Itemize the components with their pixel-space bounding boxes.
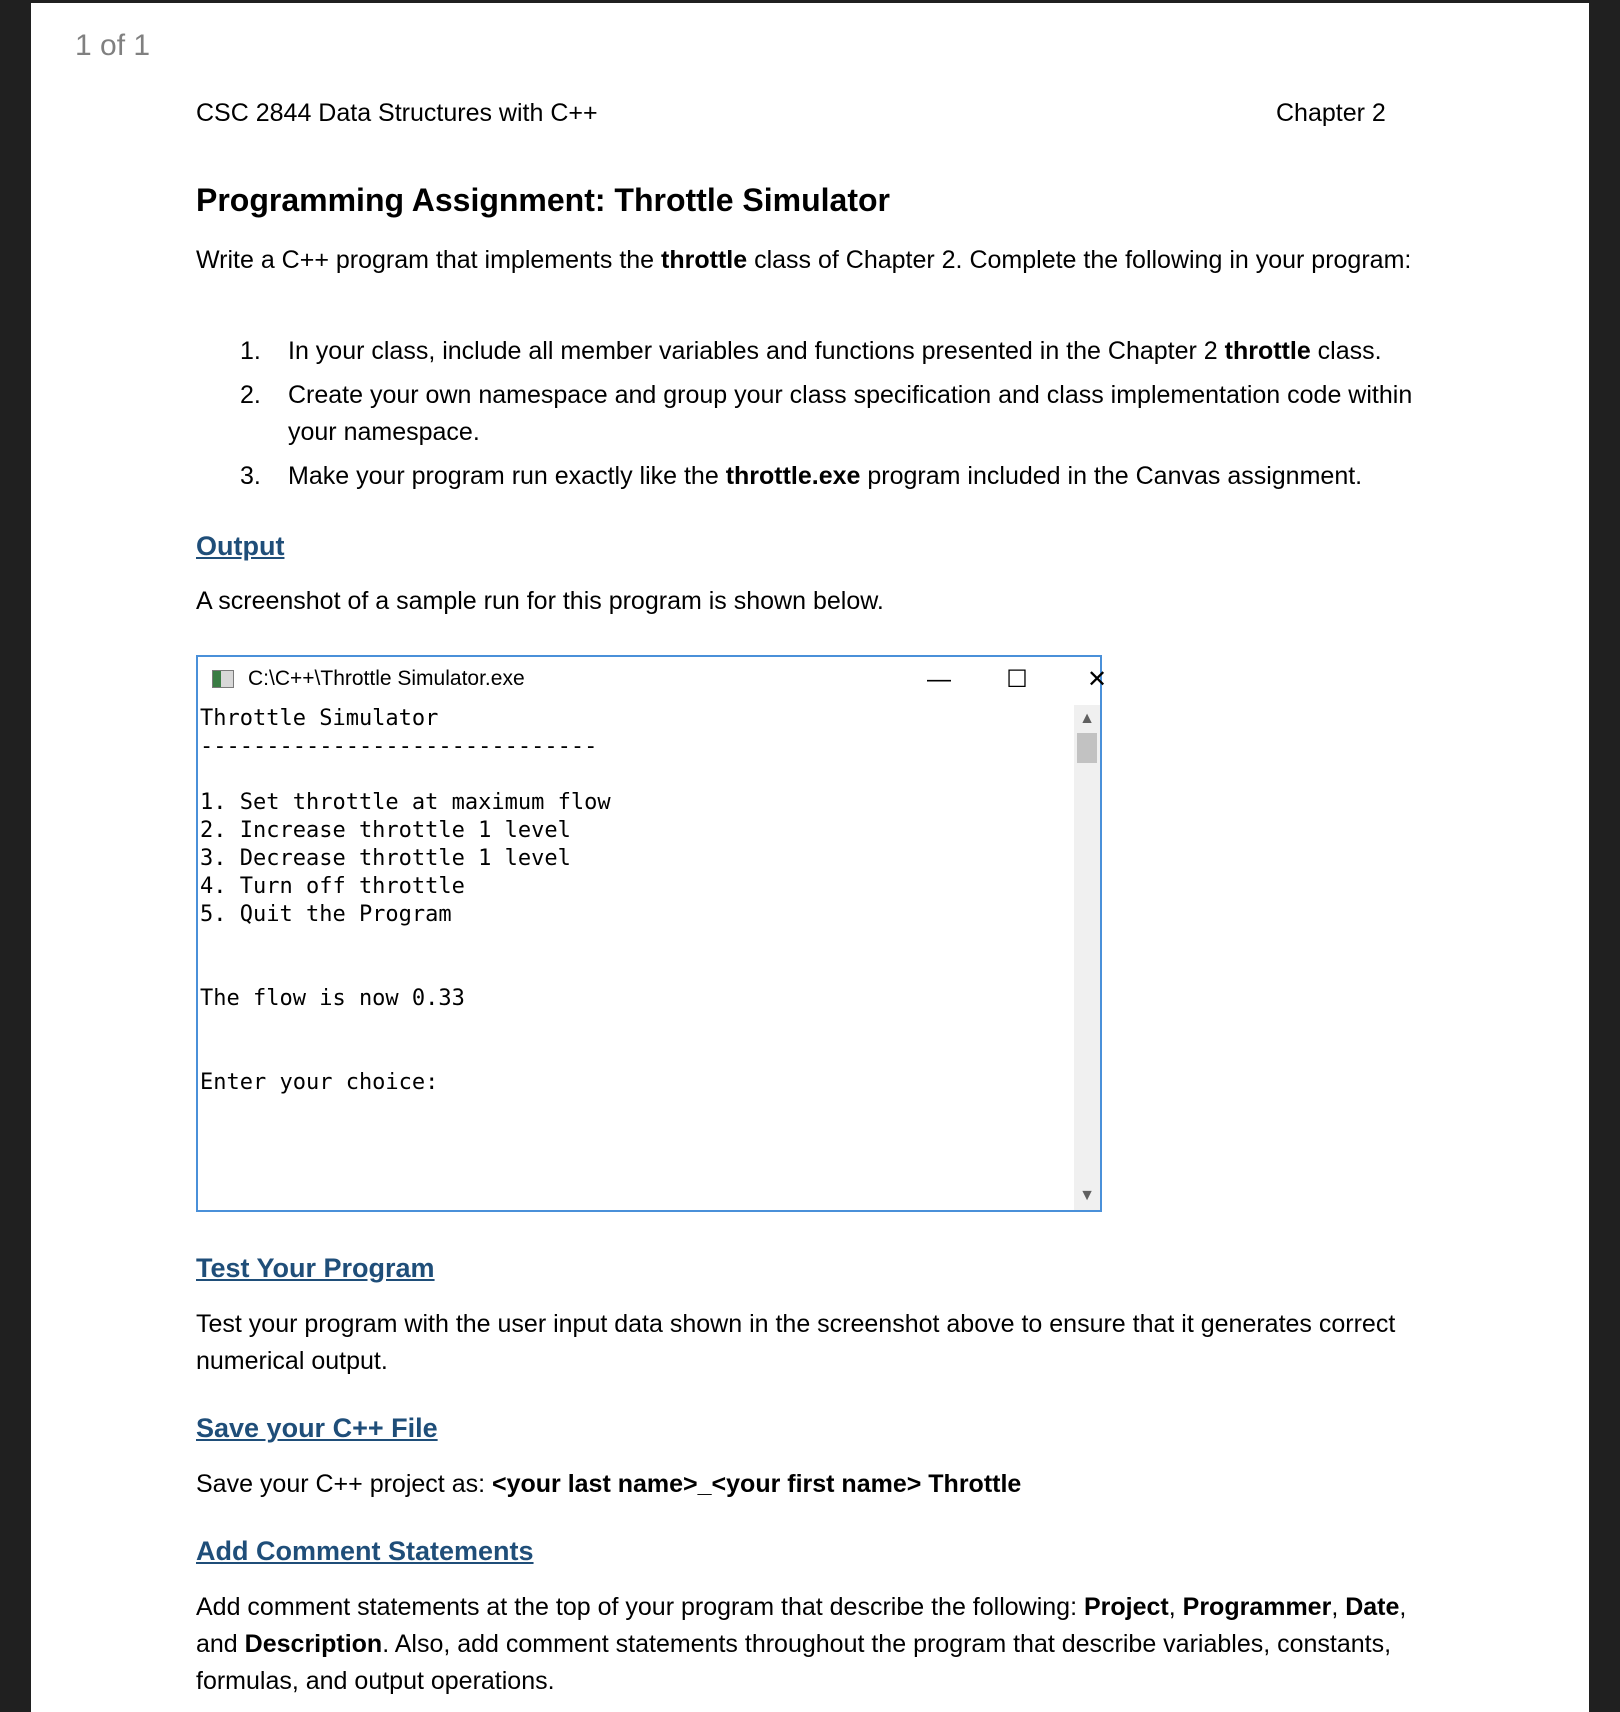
test-heading: Test Your Program <box>196 1253 435 1283</box>
console-titlebar <box>198 657 1108 703</box>
chapter-label: Chapter 2 <box>1276 99 1386 127</box>
comment-text-4: , and <box>196 1593 1407 1658</box>
list-text: class. <box>1310 337 1382 365</box>
console-line: Throttle Simulator <box>200 706 439 731</box>
intro-paragraph <box>196 242 1426 279</box>
list-bold: throttle <box>1224 337 1311 365</box>
console-line: 5. Quit the Program <box>200 902 452 927</box>
comment-heading: Add Comment Statements <box>196 1536 534 1566</box>
comment-bold-programmer: Programmer <box>1182 1593 1332 1621</box>
console-line: 3. Decrease throttle 1 level <box>200 846 571 871</box>
intro-text-2: class of Chapter 2. Complete the following in your program: <box>747 246 1412 274</box>
maximize-icon: ☐ <box>1006 666 1028 693</box>
comment-text <box>196 1589 1426 1700</box>
list-text: In your class, include all member variables and functions presented in the Chapter 2 <box>288 337 1225 365</box>
comment-bold-project: Project <box>1083 1593 1169 1621</box>
console-line: The flow is now 0.33 <box>200 986 465 1011</box>
list-item <box>196 377 1426 451</box>
list-bold: throttle.exe <box>725 462 861 490</box>
list-number: 2. <box>240 381 261 409</box>
comment-bold-description: Description <box>244 1630 383 1658</box>
console-title: C:\C++\Throttle Simulator.exe <box>248 667 525 690</box>
chevron-up-icon: ▲ <box>1079 710 1095 727</box>
document-page <box>31 3 1589 1712</box>
console-line: 4. Turn off throttle <box>200 874 465 899</box>
save-text <box>196 1466 1426 1503</box>
console-line: 1. Set throttle at maximum flow <box>200 790 611 815</box>
comment-text-5: . Also, add comment statements throughout the program that describe variables, constants, formulas, and output operations. <box>196 1630 1392 1695</box>
list-number: 1. <box>240 337 261 365</box>
list-text: program included in the Canvas assignment. <box>860 462 1363 490</box>
scroll-thumb <box>1077 733 1097 763</box>
save-heading: Save your C++ File <box>196 1413 438 1443</box>
output-text: A screenshot of a sample run for this program is shown below. <box>196 587 884 615</box>
console-line: Enter your choice: <box>200 1070 439 1095</box>
output-heading: Output <box>196 531 285 561</box>
page-title: Programming Assignment: Throttle Simulator <box>196 182 890 218</box>
intro-bold-throttle: throttle <box>661 246 748 274</box>
save-text-plain: Save your C++ project as: <box>196 1470 492 1498</box>
course-title: CSC 2844 Data Structures with C++ <box>196 99 598 127</box>
page-indicator: 1 of 1 <box>75 29 151 62</box>
test-text: Test your program with the user input data shown in the screenshot above to ensure that it generates correct numerical output. <box>196 1310 1396 1375</box>
close-icon: ✕ <box>1086 666 1108 693</box>
chevron-down-icon: ▼ <box>1079 1187 1095 1204</box>
console-output <box>198 705 1068 1095</box>
list-text: Make your program run exactly like the <box>288 462 726 490</box>
list-item <box>196 333 1426 370</box>
list-text: Create your own namespace and group your class specification and class implementation code within your namespace. <box>288 381 1413 446</box>
console-line: 2. Increase throttle 1 level <box>200 818 571 843</box>
comment-bold-date: Date <box>1345 1593 1400 1621</box>
intro-text-1: Write a C++ program that implements the <box>196 246 662 274</box>
console-line: ------------------------------ <box>200 734 598 759</box>
console-app-icon <box>212 670 234 688</box>
comment-text-2: , <box>1168 1593 1183 1621</box>
console-screenshot <box>196 655 1108 1212</box>
console-scrollbar <box>1074 705 1100 1210</box>
save-filename: <your last name>_<your first name> Throttle <box>491 1470 1022 1498</box>
comment-text-1: Add comment statements at the top of your program that describe the following: <box>196 1593 1084 1621</box>
requirements-list <box>196 333 1426 502</box>
minimize-icon: — <box>927 666 951 693</box>
list-item <box>196 458 1426 495</box>
list-number: 3. <box>240 462 261 490</box>
comment-text-3: , <box>1331 1593 1346 1621</box>
